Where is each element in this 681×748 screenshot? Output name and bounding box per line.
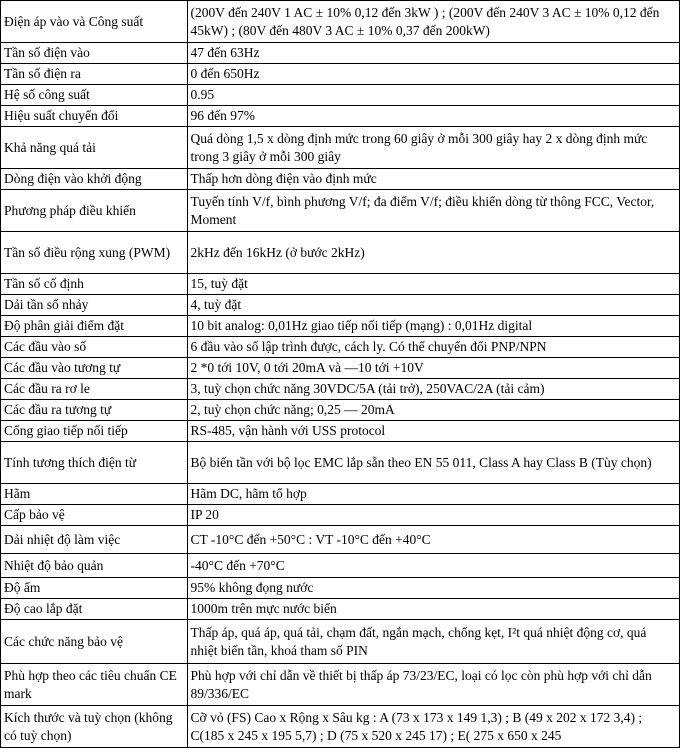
table-row [1, 599, 680, 620]
table-row [1, 379, 680, 400]
spec-label: Hãm [1, 484, 188, 505]
table-row [1, 706, 680, 748]
spec-label: Nhiệt độ bảo quản [1, 554, 188, 578]
spec-label: Các đầu ra rơ le [1, 379, 188, 400]
spec-label: Tần số điện vào [1, 43, 188, 64]
spec-label: Dòng điện vào khởi động [1, 169, 188, 190]
table-row [1, 421, 680, 442]
spec-value: 95% không đọng nước [187, 578, 679, 599]
table-row [1, 664, 680, 706]
spec-value: Thấp hơn dòng điện vào định mức [187, 169, 679, 190]
spec-label: Dải tần số nhảy [1, 295, 188, 316]
table-row [1, 620, 680, 664]
table-row [1, 295, 680, 316]
spec-value: -40°C đến +70°C [187, 554, 679, 578]
spec-value: 0 đến 650Hz [187, 64, 679, 85]
table-row [1, 400, 680, 421]
table-row [1, 190, 680, 232]
spec-label: Các đầu vào tương tự [1, 358, 188, 379]
spec-value: Thấp áp, quá áp, quá tải, chạm đất, ngắn mạch, chống kẹt, I²t quá nhiệt động cơ, quá nhiệt biến tần, khoá tham số PIN [187, 620, 679, 664]
spec-label: Tần số cố định [1, 274, 188, 295]
spec-value: 10 bit analog: 0,01Hz giao tiếp nối tiếp (mạng) : 0,01Hz digital [187, 316, 679, 337]
spec-label: Kích thước và tuỳ chọn (không có tuỳ chọn) [1, 706, 188, 748]
spec-label: Cấp bảo vệ [1, 505, 188, 526]
table-row [1, 442, 680, 484]
table-row [1, 1, 680, 43]
spec-label: Hiệu suất chuyển đổi [1, 106, 188, 127]
spec-value: RS-485, vận hành với USS protocol [187, 421, 679, 442]
spec-label: Điện áp vào và Công suất [1, 1, 188, 43]
table-row [1, 106, 680, 127]
table-row [1, 505, 680, 526]
table-row [1, 127, 680, 169]
table-row [1, 526, 680, 554]
spec-value: 96 đến 97% [187, 106, 679, 127]
spec-label: Phương pháp điều khiển [1, 190, 188, 232]
spec-value: Hãm DC, hãm tổ hợp [187, 484, 679, 505]
table-row [1, 232, 680, 274]
table-row [1, 484, 680, 505]
spec-value: 15, tuỳ đặt [187, 274, 679, 295]
spec-value: 1000m trên mực nước biển [187, 599, 679, 620]
table-row [1, 358, 680, 379]
spec-label: Phù hợp theo các tiêu chuẩn CE mark [1, 664, 188, 706]
spec-value: IP 20 [187, 505, 679, 526]
table-row [1, 274, 680, 295]
spec-value: 47 đến 63Hz [187, 43, 679, 64]
spec-value: 3, tuỳ chọn chức năng 30VDC/5A (tải trở), 250VAC/2A (tải cảm) [187, 379, 679, 400]
spec-label: Khả năng quá tải [1, 127, 188, 169]
spec-value: Tuyến tính V/f, bình phương V/f; đa điểm V/f; điều khiển dòng từ thông FCC, Vector, Moment [187, 190, 679, 232]
spec-label: Các đầu ra tương tự [1, 400, 188, 421]
spec-label: Độ phân giải điểm đặt [1, 316, 188, 337]
spec-label: Tần số điều rộng xung (PWM) [1, 232, 188, 274]
spec-value: 0.95 [187, 85, 679, 106]
spec-value: 2kHz đến 16kHz (ở bước 2kHz) [187, 232, 679, 274]
spec-label: Độ cao lắp đặt [1, 599, 188, 620]
table-row [1, 337, 680, 358]
table-row [1, 169, 680, 190]
spec-label: Các đầu vào số [1, 337, 188, 358]
spec-value: Quá dòng 1,5 x dòng định mức trong 60 giây ở mỗi 300 giây hay 2 x dòng định mức trong 3 giây ở mỗi 300 giây [187, 127, 679, 169]
table-row [1, 316, 680, 337]
table-row [1, 64, 680, 85]
spec-value: (200V đến 240V 1 AC ± 10% 0,12 đến 3kW ) ; (200V đến 240V 3 AC ± 10% 0,12 đến 45kW) ; (80V đến 480V 3 AC ± 10% 0,37 đến 200kW) [187, 1, 679, 43]
spec-label: Độ ẩm [1, 578, 188, 599]
spec-label: Dải nhiệt độ làm việc [1, 526, 188, 554]
spec-label: Cổng giao tiếp nối tiếp [1, 421, 188, 442]
spec-value: 6 đầu vào số lập trình được, cách ly. Có thể chuyển đổi PNP/NPN [187, 337, 679, 358]
spec-value: 2 *0 tới 10V, 0 tới 20mA và —10 tới +10V [187, 358, 679, 379]
spec-value: 2, tuỳ chọn chức năng; 0,25 — 20mA [187, 400, 679, 421]
spec-value: Phù hợp với chỉ dẫn về thiết bị thấp áp 73/23/EC, loại có lọc còn phù hợp với chỉ dẫn 89/336/EC [187, 664, 679, 706]
spec-value: CT -10°C đến +50°C : VT -10°C đến +40°C [187, 526, 679, 554]
spec-label: Các chức năng bảo vệ [1, 620, 188, 664]
spec-label: Tần số điện ra [1, 64, 188, 85]
spec-value: 4, tuỳ đặt [187, 295, 679, 316]
table-row [1, 43, 680, 64]
table-row [1, 578, 680, 599]
spec-value: Bộ biến tần với bộ lọc EMC lắp sẵn theo EN 55 011, Class A hay Class B (Tùy chọn) [187, 442, 679, 484]
table-row [1, 85, 680, 106]
spec-label: Tính tương thích điện từ [1, 442, 188, 484]
spec-value: Cỡ vỏ (FS) Cao x Rộng x Sâu kg : A (73 x 173 x 149 1,3) ; B (49 x 202 x 172 3,4) ; C(185 x 245 x 195 5,7) ; D (75 x 520 x 245 17) ; E( 275 x 650 x 245 [187, 706, 679, 748]
spec-label: Hệ số công suất [1, 85, 188, 106]
table-row [1, 554, 680, 578]
spec-table-body [1, 1, 680, 748]
